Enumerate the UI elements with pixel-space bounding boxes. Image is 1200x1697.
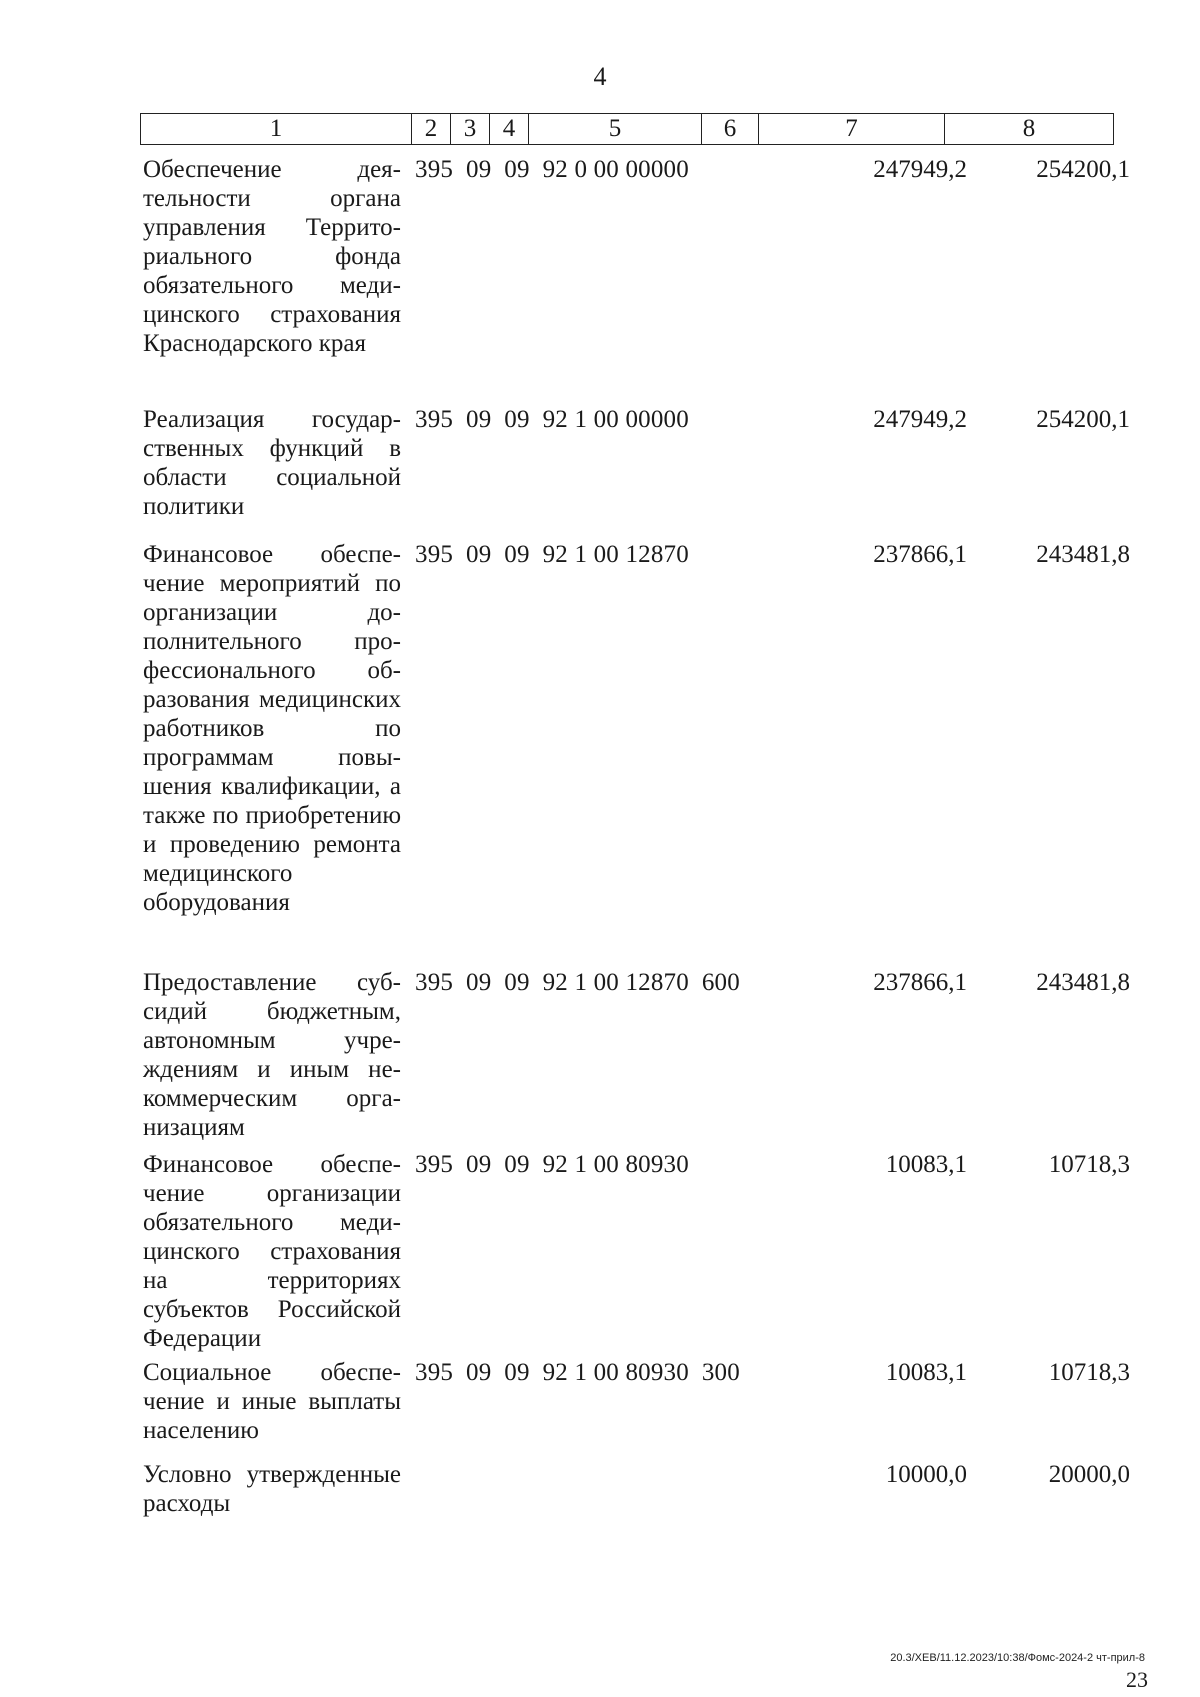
row-value-7: 10083,1 [885,1359,967,1386]
header-col-4: 4 [490,114,529,145]
header-col-7: 7 [759,114,945,145]
row-code: 395 09 09 92 1 00 12870 600 [415,969,740,996]
row-value-8: 10718,3 [1048,1359,1130,1386]
row-code: 395 09 09 92 1 00 12870 [415,541,689,568]
row-value-7: 10083,1 [885,1151,967,1178]
row-value-8: 254200,1 [1036,406,1130,433]
row-value-8: 10718,3 [1048,1151,1130,1178]
row-value-7: 247949,2 [873,156,967,183]
row-name: Условно утвержденные расходы [143,1461,401,1517]
header-col-1: 1 [141,114,412,145]
footer-page-number: 23 [1126,1667,1148,1692]
row-value-8: 254200,1 [1036,156,1130,183]
table-header [140,113,1114,145]
row-code: 395 09 09 92 1 00 80930 [415,1151,689,1178]
row-value-8: 20000,0 [1048,1461,1130,1488]
header-col-5: 5 [529,114,702,145]
row-name: Обеспечение деятельности органа управления Территориального фонда обязательного медицинского страхования Краснодарского края [143,156,401,357]
row-name: Социальное обеспечение и иные выплаты населению [143,1359,401,1444]
header-col-6: 6 [702,114,759,145]
row-value-7: 10000,0 [885,1461,967,1488]
header-col-8: 8 [945,114,1114,145]
row-name: Финансовое обеспечение организации обязательного медицинского страхования на территориях субъектов Российской Федерации [143,1151,401,1352]
page-number: 4 [593,62,607,91]
row-code: 395 09 09 92 1 00 80930 300 [415,1359,740,1386]
row-value-7: 237866,1 [873,541,967,568]
row-value-7: 247949,2 [873,406,967,433]
row-name: Предоставление субсидий бюджетным, автономным учреждениям и иным некоммерческим организациям [143,969,401,1141]
row-name: Финансовое обеспечение мероприятий по организации дополнительного профессионального образования медицинских работников по программам повышения квалификации, а также по приобретению и проведению ремонта медицинского оборудования [143,541,401,916]
row-code: 395 09 09 92 0 00 00000 [415,156,689,183]
row-code: 395 09 09 92 1 00 00000 [415,406,689,433]
footer-stamp: 20.3/ХЕВ/11.12.2023/10:38/Фомс-2024-2 чт-прил-8 [890,1652,1145,1664]
row-value-8: 243481,8 [1036,969,1130,996]
row-value-8: 243481,8 [1036,541,1130,568]
header-col-2: 2 [412,114,451,145]
row-value-7: 237866,1 [873,969,967,996]
row-name: Реализация государственных функций в области социальной политики [143,406,401,520]
header-col-3: 3 [451,114,490,145]
